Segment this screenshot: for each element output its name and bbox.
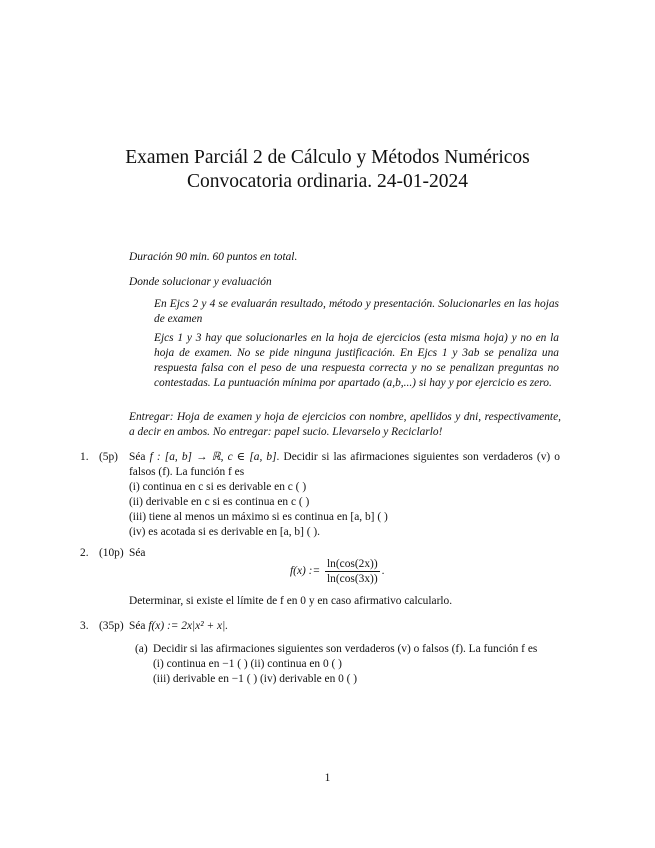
evaluation-heading: Donde solucionar y evaluación (129, 276, 272, 288)
exercise-1-statement (129, 450, 560, 480)
exercise-3-statement (129, 619, 560, 634)
exercise-1-math: f : [a, b] → ℝ, c ∈ [a, b] (149, 451, 277, 463)
exercise-2 (80, 546, 560, 607)
title-line-1: Examen Parciál 2 de Cálculo y Métodos Numéricos (125, 147, 530, 168)
part-a-line-2: (iii) derivable en −1 ( ) (iv) derivable en 0 ( ) (153, 673, 358, 685)
part-a-text: Decidir si las afirmaciones siguientes son verdaderos (v) o falsos (f). La función f es (153, 643, 538, 655)
exercise-1-lead: Séa (129, 451, 146, 463)
exercise-2-points: (10p) (99, 547, 124, 559)
duration-line: Duración 90 min. 60 puntos en total. (129, 251, 298, 263)
exercise-3-part-a (135, 642, 560, 687)
exercise-2-lead: Séa (129, 547, 146, 559)
exercise-2-task: Determinar, si existe el límite de f en 0 y en caso afirmativo calcularlo. (129, 595, 453, 607)
exercise-1-item-i: (i) continua en c si es derivable en c ( ) (129, 481, 307, 493)
exercise-2-number: 2. (80, 547, 89, 559)
exercise-1-number: 1. (80, 451, 89, 463)
exercise-2-formula (290, 557, 384, 586)
exercise-1-item-ii: (ii) derivable en c si es continua en c ( ) (129, 496, 310, 508)
exam-title (0, 146, 655, 194)
title-line-2: Convocatoria ordinaria. 24-01-2024 (186, 171, 469, 192)
part-a-label: (a) (135, 643, 148, 655)
exercise-1-tail: . Decidir si las afirmaciones siguientes son verdaderos (v) o falsos (f). La función f es (129, 451, 560, 478)
formula-lhs: f(x) := (290, 565, 321, 577)
deliver-instructions: Entregar: Hoja de examen y hoja de ejercicios con nombre, apellidos y dni, respectivamente, a decir en ambos. No entregar: papel sucio. Llevarselo y Reciclarlo! (129, 411, 561, 438)
exercise-1-item-iii: (iii) tiene al menos un máximo si es continua en [a, b] ( ) (129, 511, 388, 523)
formula-numerator: ln(cos(2x)) (327, 558, 378, 570)
exercise-1-points: (5p) (99, 451, 118, 463)
formula-end: . (381, 565, 385, 577)
formula-denominator: ln(cos(3x)) (327, 573, 378, 585)
exercise-3-points: (35p) (99, 620, 124, 632)
exercise-3 (80, 619, 560, 685)
exercise-3-lead: Séa (129, 620, 146, 632)
exercise-1-items (129, 480, 560, 540)
evaluation-paragraph-1: En Ejcs 2 y 4 se evaluarán resultado, método y presentación. Solucionarles en las hojas de examen (154, 298, 559, 325)
formula-fraction (325, 557, 380, 586)
evaluation-paragraph-2: Ejcs 1 y 3 hay que solucionarles en la hoja de ejercicios (esta misma hoja) y no en la hoja de examen. No se pide ninguna justificación. En Ejcs 1 y 3ab se penaliza una respuesta falsa con el peso de una respuesta correcta y no se penalizan preguntas no contestadas. La puntuación mínima por apartado (a,b,...) si hay y por ejercicio es zero. (154, 332, 559, 389)
exercise-1-item-iv: (iv) es acotada si es derivable en [a, b] ( ). (129, 526, 321, 538)
exercise-3-number: 3. (80, 620, 89, 632)
page-number: 1 (324, 772, 331, 784)
part-a-line-1: (i) continua en −1 ( ) (ii) continua en 0 ( ) (153, 658, 342, 670)
exercise-1 (80, 450, 560, 540)
exercise-3-definition: f(x) := 2x|x² + x|. (148, 620, 229, 632)
